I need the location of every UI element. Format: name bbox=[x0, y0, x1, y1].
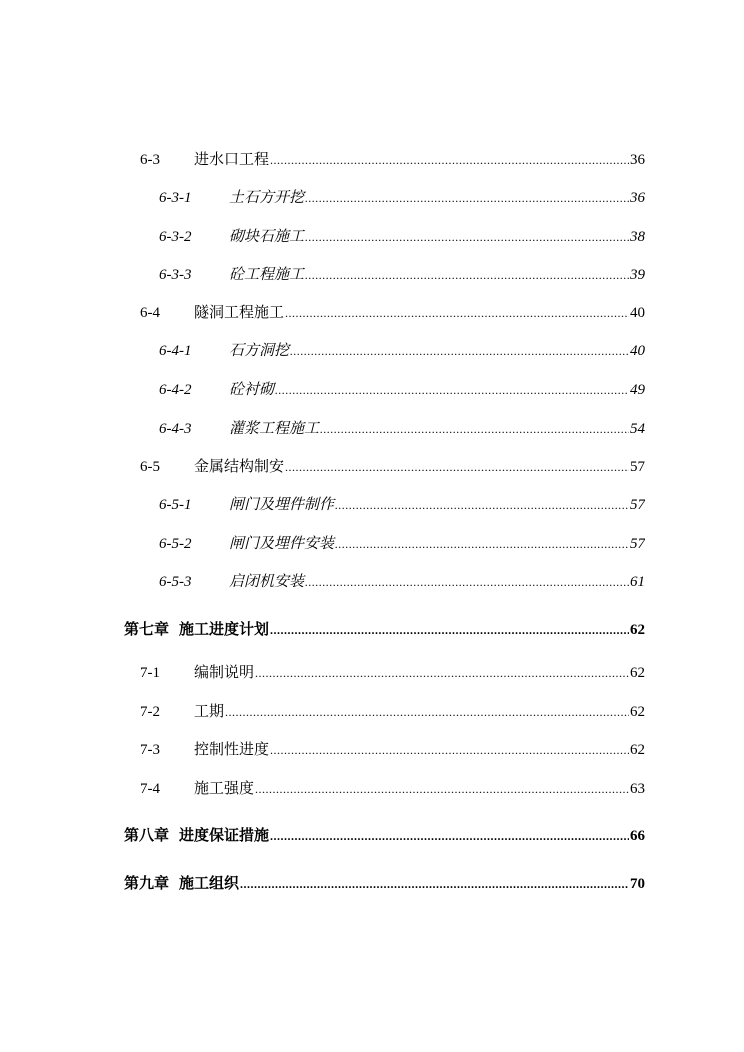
toc-dot-leader bbox=[240, 874, 629, 894]
toc-entry-number: 6-3-3 bbox=[159, 267, 192, 283]
toc-entry-title: 编制说明 bbox=[194, 665, 255, 681]
toc-dot-leader bbox=[305, 572, 629, 592]
toc-chapter-title: 施工组织 bbox=[179, 876, 240, 892]
toc-dot-leader bbox=[335, 534, 629, 554]
toc-entry-number: 6-5-1 bbox=[159, 497, 192, 513]
toc-dot-leader bbox=[270, 740, 629, 760]
toc-entry-6-5-3[interactable] bbox=[159, 572, 645, 592]
toc-entry-page: 62 bbox=[630, 622, 645, 638]
toc-entry-title: 闸门及埋件制作 bbox=[229, 497, 335, 513]
toc-entry-number: 7-4 bbox=[140, 781, 160, 797]
toc-entry-number: 6-4 bbox=[140, 305, 160, 321]
toc-dot-leader bbox=[285, 303, 629, 323]
toc-entry-number: 6-3-1 bbox=[159, 190, 192, 206]
toc-entry-6-5-2[interactable] bbox=[159, 534, 645, 554]
toc-entry-page: 39 bbox=[630, 267, 645, 283]
toc-chapter-9[interactable] bbox=[124, 874, 645, 894]
toc-entry-title: 砌块石施工 bbox=[229, 229, 305, 245]
toc-entry-6-3-3[interactable] bbox=[159, 265, 645, 285]
toc-entry-page: 40 bbox=[630, 343, 645, 359]
toc-entry-number: 7-1 bbox=[140, 665, 160, 681]
toc-entry-number: 6-4-1 bbox=[159, 343, 192, 359]
toc-entry-page: 36 bbox=[630, 152, 645, 168]
toc-dot-leader bbox=[270, 620, 629, 640]
toc-chapter-number: 第九章 bbox=[124, 876, 170, 892]
toc-entry-number: 6-3 bbox=[140, 152, 160, 168]
toc-entry-title: 施工强度 bbox=[194, 781, 255, 797]
toc-dot-leader bbox=[320, 419, 629, 439]
toc-entry-page: 70 bbox=[630, 876, 645, 892]
toc-chapter-title: 进度保证措施 bbox=[179, 828, 270, 844]
toc-chapter-number: 第七章 bbox=[124, 622, 170, 638]
toc-entry-page: 38 bbox=[630, 229, 645, 245]
toc-entry-page: 36 bbox=[630, 190, 645, 206]
toc-entry-title: 灌浆工程施工 bbox=[229, 421, 320, 437]
toc-entry-number: 6-3-2 bbox=[159, 229, 192, 245]
toc-entry-title: 隧洞工程施工 bbox=[194, 305, 285, 321]
toc-entry-title: 闸门及埋件安装 bbox=[229, 536, 335, 552]
toc-entry-number: 6-4-2 bbox=[159, 382, 192, 398]
toc-entry-page: 66 bbox=[630, 828, 645, 844]
toc-entry-6-5-1[interactable] bbox=[159, 495, 645, 515]
toc-entry-title: 土石方开挖 bbox=[229, 190, 305, 206]
toc-chapter-7[interactable] bbox=[124, 620, 645, 640]
toc-entry-6-4-3[interactable] bbox=[159, 419, 645, 439]
toc-entry-number: 7-2 bbox=[140, 704, 160, 720]
toc-entry-title: 控制性进度 bbox=[194, 742, 270, 758]
toc-entry-number: 6-5-3 bbox=[159, 574, 192, 590]
toc-entry-page: 62 bbox=[630, 704, 645, 720]
toc-dot-leader bbox=[255, 663, 629, 683]
toc-dot-leader bbox=[275, 380, 629, 400]
toc-entry-6-4-1[interactable] bbox=[159, 341, 645, 361]
toc-entry-title: 金属结构制安 bbox=[194, 459, 285, 475]
toc-entry-title: 砼衬砌 bbox=[229, 382, 275, 398]
toc-entry-6-3[interactable] bbox=[140, 150, 645, 170]
toc-entry-6-4-2[interactable] bbox=[159, 380, 645, 400]
toc-entry-page: 40 bbox=[630, 305, 645, 321]
toc-entry-page: 49 bbox=[630, 382, 645, 398]
toc-entry-7-2[interactable] bbox=[140, 702, 645, 722]
toc-entry-page: 57 bbox=[630, 459, 645, 475]
toc-entry-number: 6-5-2 bbox=[159, 536, 192, 552]
toc-entry-page: 54 bbox=[630, 421, 645, 437]
toc-dot-leader bbox=[285, 457, 629, 477]
toc-dot-leader bbox=[290, 341, 629, 361]
toc-dot-leader bbox=[335, 495, 629, 515]
toc-entry-7-3[interactable] bbox=[140, 740, 645, 760]
toc-entry-title: 石方洞挖 bbox=[229, 343, 290, 359]
toc-entry-title: 启闭机安装 bbox=[229, 574, 305, 590]
toc-entry-6-5[interactable] bbox=[140, 457, 645, 477]
toc-dot-leader bbox=[225, 702, 629, 722]
toc-dot-leader bbox=[305, 227, 629, 247]
toc-dot-leader bbox=[270, 826, 629, 846]
toc-entry-page: 57 bbox=[630, 497, 645, 513]
toc-entry-page: 62 bbox=[630, 742, 645, 758]
toc-entry-page: 62 bbox=[630, 665, 645, 681]
toc-entry-page: 57 bbox=[630, 536, 645, 552]
toc-entry-number: 6-4-3 bbox=[159, 421, 192, 437]
toc-entry-number: 7-3 bbox=[140, 742, 160, 758]
toc-entry-6-4[interactable] bbox=[140, 303, 645, 323]
toc-entry-page: 63 bbox=[630, 781, 645, 797]
toc-entry-6-3-2[interactable] bbox=[159, 227, 645, 247]
toc-dot-leader bbox=[305, 188, 629, 208]
toc-chapter-8[interactable] bbox=[124, 826, 645, 846]
toc-entry-title: 砼工程施工 bbox=[229, 267, 305, 283]
toc-dot-leader bbox=[255, 779, 629, 799]
toc-entry-title: 进水口工程 bbox=[194, 152, 270, 168]
toc-chapter-number: 第八章 bbox=[124, 828, 170, 844]
toc-dot-leader bbox=[270, 150, 629, 170]
toc-entry-title: 工期 bbox=[194, 704, 225, 720]
toc-chapter-title: 施工进度计划 bbox=[179, 622, 270, 638]
toc-dot-leader bbox=[305, 265, 629, 285]
toc-entry-7-4[interactable] bbox=[140, 779, 645, 799]
toc-entry-7-1[interactable] bbox=[140, 663, 645, 683]
toc-entry-6-3-1[interactable] bbox=[159, 188, 645, 208]
toc-entry-page: 61 bbox=[630, 574, 645, 590]
toc-entry-number: 6-5 bbox=[140, 459, 160, 475]
